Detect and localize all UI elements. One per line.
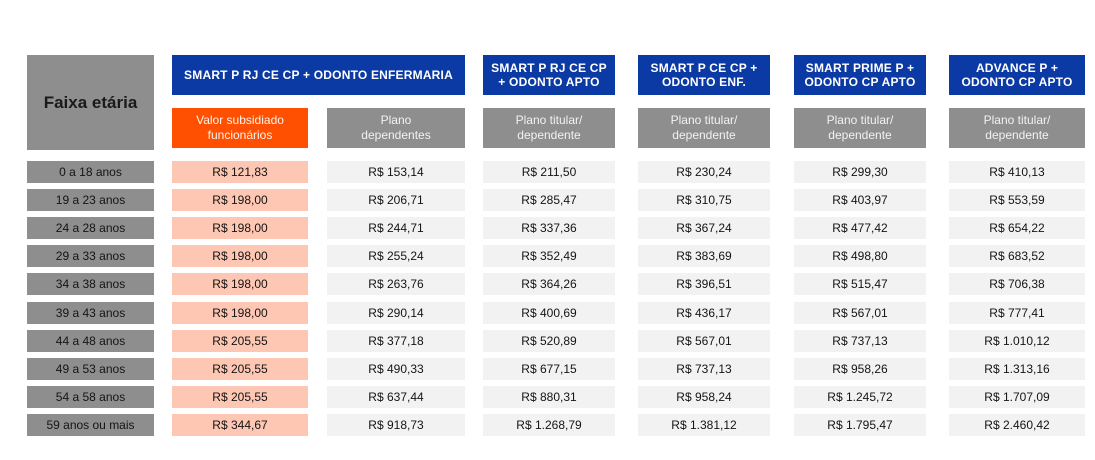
- smart-rj-apto-price-cell: R$ 400,69: [483, 302, 615, 324]
- smart-prime-price-cell: R$ 477,42: [794, 217, 926, 239]
- subheader-titular: Plano titular/ dependente: [949, 108, 1085, 148]
- dependents-price-cell: R$ 290,14: [327, 302, 465, 324]
- subsidized-price-cell: R$ 205,55: [172, 330, 308, 352]
- subheader-dependents: Plano dependentes: [327, 108, 465, 148]
- age-range-label: 44 a 48 anos: [27, 330, 154, 352]
- plan-header-smart-rj-enfermaria: SMART P RJ CE CP + ODONTO ENFERMARIA: [172, 55, 465, 95]
- smart-prime-price-cell: R$ 1.245,72: [794, 386, 926, 408]
- dependents-price-cell: R$ 255,24: [327, 245, 465, 267]
- age-range-label: 59 anos ou mais: [27, 414, 154, 436]
- dependents-price-cell: R$ 263,76: [327, 273, 465, 295]
- smart-ce-enf-price-cell: R$ 436,17: [638, 302, 770, 324]
- smart-prime-price-cell: R$ 958,26: [794, 358, 926, 380]
- subsidized-price-cell: R$ 198,00: [172, 273, 308, 295]
- subsidized-price-cell: R$ 344,67: [172, 414, 308, 436]
- advance-price-cell: R$ 777,41: [949, 302, 1085, 324]
- dependents-price-cell: R$ 153,14: [327, 161, 465, 183]
- age-range-header: Faixa etária: [27, 55, 154, 150]
- subsidized-price-cell: R$ 198,00: [172, 189, 308, 211]
- plan-header-smart-prime: SMART PRIME P + ODONTO CP APTO: [794, 55, 926, 95]
- smart-rj-apto-price-cell: R$ 211,50: [483, 161, 615, 183]
- advance-price-cell: R$ 1.313,16: [949, 358, 1085, 380]
- advance-price-cell: R$ 410,13: [949, 161, 1085, 183]
- smart-rj-apto-price-cell: R$ 337,36: [483, 217, 615, 239]
- smart-rj-apto-price-cell: R$ 880,31: [483, 386, 615, 408]
- smart-ce-enf-price-cell: R$ 310,75: [638, 189, 770, 211]
- smart-prime-price-cell: R$ 498,80: [794, 245, 926, 267]
- dependents-price-cell: R$ 206,71: [327, 189, 465, 211]
- smart-prime-price-cell: R$ 737,13: [794, 330, 926, 352]
- advance-price-cell: R$ 654,22: [949, 217, 1085, 239]
- dependents-price-cell: R$ 637,44: [327, 386, 465, 408]
- plan-header-smart-ce-enf: SMART P CE CP + ODONTO ENF.: [638, 55, 770, 95]
- advance-price-cell: R$ 1.707,09: [949, 386, 1085, 408]
- subsidized-price-cell: R$ 198,00: [172, 245, 308, 267]
- smart-ce-enf-price-cell: R$ 230,24: [638, 161, 770, 183]
- smart-ce-enf-price-cell: R$ 737,13: [638, 358, 770, 380]
- age-range-label: 34 a 38 anos: [27, 273, 154, 295]
- age-range-label: 19 a 23 anos: [27, 189, 154, 211]
- smart-rj-apto-price-cell: R$ 677,15: [483, 358, 615, 380]
- subheader-titular: Plano titular/ dependente: [483, 108, 615, 148]
- advance-price-cell: R$ 683,52: [949, 245, 1085, 267]
- advance-price-cell: R$ 706,38: [949, 273, 1085, 295]
- smart-ce-enf-price-cell: R$ 567,01: [638, 330, 770, 352]
- dependents-price-cell: R$ 377,18: [327, 330, 465, 352]
- smart-ce-enf-price-cell: R$ 367,24: [638, 217, 770, 239]
- smart-ce-enf-price-cell: R$ 1.381,12: [638, 414, 770, 436]
- smart-rj-apto-price-cell: R$ 352,49: [483, 245, 615, 267]
- subheader-subsidized: Valor subsidiado funcionários: [172, 108, 308, 148]
- dependents-price-cell: R$ 490,33: [327, 358, 465, 380]
- dependents-price-cell: R$ 244,71: [327, 217, 465, 239]
- smart-prime-price-cell: R$ 299,30: [794, 161, 926, 183]
- age-range-label: 39 a 43 anos: [27, 302, 154, 324]
- advance-price-cell: R$ 2.460,42: [949, 414, 1085, 436]
- advance-price-cell: R$ 553,59: [949, 189, 1085, 211]
- subsidized-price-cell: R$ 121,83: [172, 161, 308, 183]
- dependents-price-cell: R$ 918,73: [327, 414, 465, 436]
- smart-rj-apto-price-cell: R$ 520,89: [483, 330, 615, 352]
- subsidized-price-cell: R$ 205,55: [172, 358, 308, 380]
- smart-rj-apto-price-cell: R$ 1.268,79: [483, 414, 615, 436]
- plan-header-advance: ADVANCE P + ODONTO CP APTO: [949, 55, 1085, 95]
- smart-prime-price-cell: R$ 1.795,47: [794, 414, 926, 436]
- smart-prime-price-cell: R$ 403,97: [794, 189, 926, 211]
- advance-price-cell: R$ 1.010,12: [949, 330, 1085, 352]
- smart-prime-price-cell: R$ 515,47: [794, 273, 926, 295]
- age-range-label: 0 a 18 anos: [27, 161, 154, 183]
- smart-ce-enf-price-cell: R$ 383,69: [638, 245, 770, 267]
- age-range-label: 49 a 53 anos: [27, 358, 154, 380]
- smart-ce-enf-price-cell: R$ 396,51: [638, 273, 770, 295]
- smart-prime-price-cell: R$ 567,01: [794, 302, 926, 324]
- smart-rj-apto-price-cell: R$ 285,47: [483, 189, 615, 211]
- subheader-titular: Plano titular/ dependente: [638, 108, 770, 148]
- subheader-titular: Plano titular/ dependente: [794, 108, 926, 148]
- subsidized-price-cell: R$ 198,00: [172, 217, 308, 239]
- smart-rj-apto-price-cell: R$ 364,26: [483, 273, 615, 295]
- subsidized-price-cell: R$ 198,00: [172, 302, 308, 324]
- age-range-label: 54 a 58 anos: [27, 386, 154, 408]
- age-range-label: 29 a 33 anos: [27, 245, 154, 267]
- plan-header-smart-rj-apto: SMART P RJ CE CP + ODONTO APTO: [483, 55, 615, 95]
- age-range-label: 24 a 28 anos: [27, 217, 154, 239]
- smart-ce-enf-price-cell: R$ 958,24: [638, 386, 770, 408]
- subsidized-price-cell: R$ 205,55: [172, 386, 308, 408]
